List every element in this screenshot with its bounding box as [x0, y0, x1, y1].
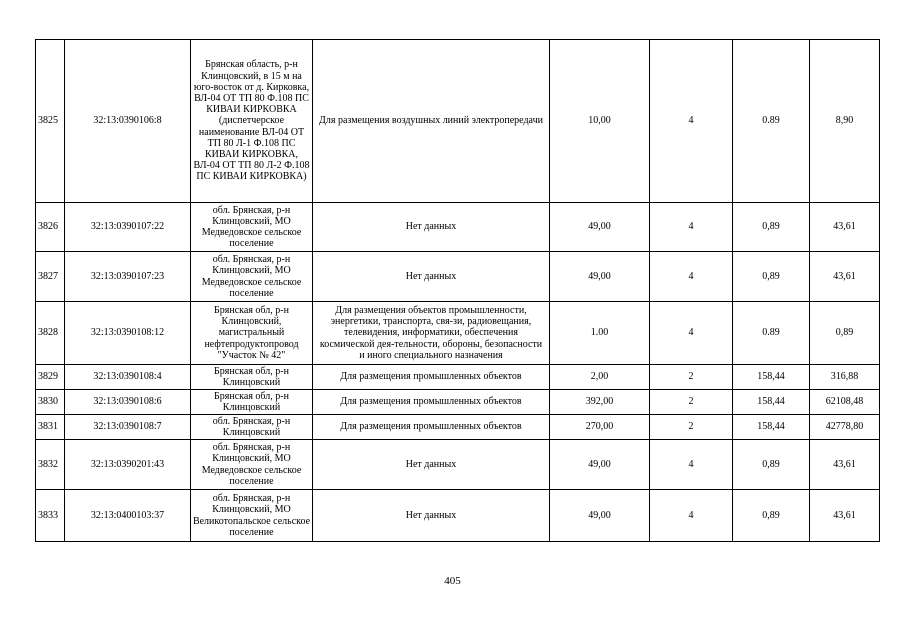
purpose-cell: Для размещения промышленных объектов	[313, 415, 550, 440]
table-row	[36, 390, 880, 415]
area-cell: 49,00	[550, 252, 650, 302]
row-number-cell: 3829	[36, 365, 65, 390]
row-number-cell: 3828	[36, 302, 65, 365]
table-row	[36, 415, 880, 440]
cadastral-number-cell: 32:13:0390106:8	[65, 40, 191, 203]
group-cell: 2	[650, 390, 733, 415]
group-cell: 4	[650, 203, 733, 252]
address-cell: обл. Брянская, р-н Клинцовский, МО Медведовское сельское поселение	[191, 440, 313, 490]
table-row	[36, 440, 880, 490]
table-row	[36, 40, 880, 203]
area-cell: 1.00	[550, 302, 650, 365]
row-number-cell: 3830	[36, 390, 65, 415]
row-number-cell: 3826	[36, 203, 65, 252]
cadastral-number-cell: 32:13:0390107:22	[65, 203, 191, 252]
group-cell: 4	[650, 440, 733, 490]
address-cell: Брянская обл, р-н Клинцовский	[191, 365, 313, 390]
value-cell: 8,90	[810, 40, 880, 203]
value-cell: 43,61	[810, 490, 880, 542]
row-number-cell: 3825	[36, 40, 65, 203]
address-cell: обл. Брянская, р-н Клинцовский, МО Великотопальское сельское поселение	[191, 490, 313, 542]
rate-cell: 158,44	[733, 365, 810, 390]
value-cell: 42778,80	[810, 415, 880, 440]
row-number-cell: 3827	[36, 252, 65, 302]
value-cell: 43,61	[810, 440, 880, 490]
address-cell: Брянская обл, р-н Клинцовский	[191, 390, 313, 415]
purpose-cell: Для размещения воздушных линий электропередачи	[313, 40, 550, 203]
purpose-cell: Для размещения промышленных объектов	[313, 390, 550, 415]
cadastral-number-cell: 32:13:0390201:43	[65, 440, 191, 490]
table-row	[36, 252, 880, 302]
purpose-cell: Нет данных	[313, 440, 550, 490]
purpose-cell: Для размещения объектов промышленности, энергетики, транспорта, свя-зи, радиовещания, телевидения, информатики, обеспечения космической дея-тельности, обороны, безопасности и иного специального назначения	[313, 302, 550, 365]
data-table	[35, 39, 880, 542]
address-cell: обл. Брянская, р-н Клинцовский, МО Медведовское сельское поселение	[191, 203, 313, 252]
table-row	[36, 203, 880, 252]
address-cell: Брянская обл, р-н Клинцовский, магистральный нефтепродуктопровод "Участок № 42"	[191, 302, 313, 365]
area-cell: 2,00	[550, 365, 650, 390]
cadastral-number-cell: 32:13:0390108:12	[65, 302, 191, 365]
page-number: 405	[444, 575, 461, 587]
value-cell: 62108,48	[810, 390, 880, 415]
row-number-cell: 3831	[36, 415, 65, 440]
address-cell: обл. Брянская, р-н Клинцовский	[191, 415, 313, 440]
area-cell: 49,00	[550, 440, 650, 490]
area-cell: 49,00	[550, 203, 650, 252]
group-cell: 4	[650, 302, 733, 365]
row-number-cell: 3832	[36, 440, 65, 490]
value-cell: 43,61	[810, 203, 880, 252]
cadastral-number-cell: 32:13:0390108:4	[65, 365, 191, 390]
rate-cell: 0,89	[733, 440, 810, 490]
rate-cell: 158,44	[733, 415, 810, 440]
value-cell: 43,61	[810, 252, 880, 302]
value-cell: 0,89	[810, 302, 880, 365]
rate-cell: 0,89	[733, 490, 810, 542]
group-cell: 4	[650, 40, 733, 203]
purpose-cell: Нет данных	[313, 490, 550, 542]
rate-cell: 0,89	[733, 203, 810, 252]
rate-cell: 0.89	[733, 302, 810, 365]
cadastral-number-cell: 32:13:0400103:37	[65, 490, 191, 542]
row-number-cell: 3833	[36, 490, 65, 542]
value-cell: 316,88	[810, 365, 880, 390]
table-row	[36, 365, 880, 390]
cadastral-number-cell: 32:13:0390107:23	[65, 252, 191, 302]
area-cell: 49,00	[550, 490, 650, 542]
area-cell: 392,00	[550, 390, 650, 415]
cadastral-number-cell: 32:13:0390108:7	[65, 415, 191, 440]
group-cell: 2	[650, 415, 733, 440]
address-cell: обл. Брянская, р-н Клинцовский, МО Медведовское сельское поселение	[191, 252, 313, 302]
purpose-cell: Нет данных	[313, 203, 550, 252]
table-row	[36, 490, 880, 542]
purpose-cell: Для размещения промышленных объектов	[313, 365, 550, 390]
purpose-cell: Нет данных	[313, 252, 550, 302]
table-body	[36, 40, 880, 542]
group-cell: 4	[650, 252, 733, 302]
rate-cell: 0,89	[733, 252, 810, 302]
area-cell: 270,00	[550, 415, 650, 440]
group-cell: 2	[650, 365, 733, 390]
cadastral-number-cell: 32:13:0390108:6	[65, 390, 191, 415]
rate-cell: 0.89	[733, 40, 810, 203]
group-cell: 4	[650, 490, 733, 542]
address-cell: Брянская область, р-н Клинцовский, в 15 м на юго-восток от д. Кирковка, ВЛ-04 ОТ ТП 80 Ф.108 ПС КИВАИ КИРКОВКА (диспетчерское наименование ВЛ-04 ОТ ТП 80 Л-1 Ф.108 ПС КИВАИ КИРКОВКА, ВЛ-04 ОТ ТП 80 Л-2 Ф.108 ПС КИВАИ КИРКОВКА)	[191, 40, 313, 203]
table-row	[36, 302, 880, 365]
area-cell: 10,00	[550, 40, 650, 203]
rate-cell: 158,44	[733, 390, 810, 415]
